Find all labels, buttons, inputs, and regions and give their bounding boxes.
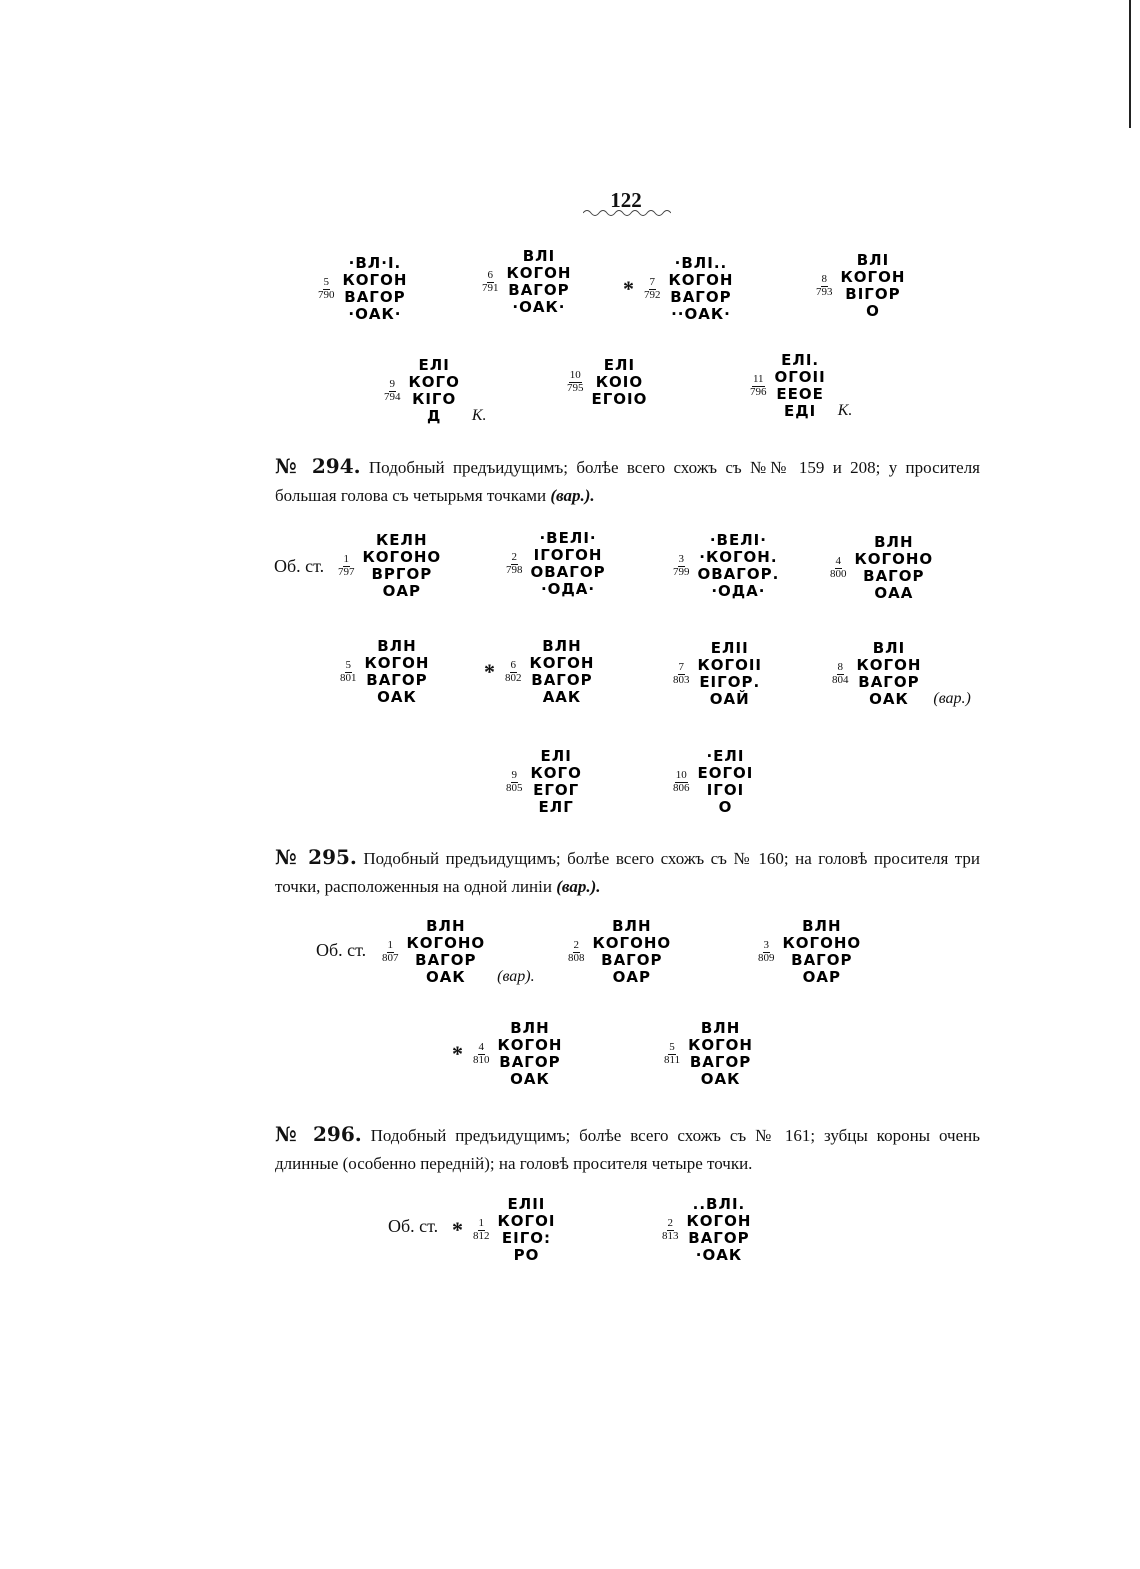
page-number-ornament [583,208,671,218]
coin-number: 10 [569,369,581,382]
coin-legend-line: ВЛН [542,637,582,655]
coin-item [664,1020,753,1088]
asterisk-mark: * [452,1217,463,1242]
coin-legend-line: ·ОДА· [711,582,766,600]
coin-number: 7 [649,275,655,288]
coin-item [506,530,606,598]
page-edge-line [1129,0,1131,128]
coin-legend-line: КОІО [595,373,644,391]
coin-legend-line: ОАР [612,968,651,986]
coin-catalog-number: 811 [664,1053,681,1066]
coin-legend-line: КОГОН [506,264,572,282]
coin-catalog-number: 808 [568,951,585,964]
coin-legend-line: ВРГОР [371,565,433,583]
coin-item [673,640,762,708]
coin-legend-line: ВАГОР [415,951,477,969]
coin-legend [507,248,572,316]
entry-text: Подобный предъидущимъ; болѣе всего схожъ съ № 160; на головѣ просителя три точки, расположенныя на одной линіи [275,849,980,896]
coin-legend [688,1020,753,1088]
coin-legend-line: ·ВЛ·І. [348,254,402,272]
coin-legend [363,532,442,600]
coin-legend-line: ·ОАК· [348,305,402,323]
coin-catalog-number: 798 [506,563,523,576]
coin-legend-line: ·ВЛІ.. [674,254,728,272]
obverse-label: Об. ст. [316,940,367,960]
coin-legend-line: О [866,302,880,320]
entry-variant: (вар.). [550,486,595,505]
coin-number: 11 [752,372,764,385]
coin-number: 2 [511,550,517,563]
coin-legend-line: ЕЛІ. [781,351,820,369]
entry-number: № 294. [275,454,361,478]
coin-annotation: (вар.) [933,690,971,707]
entry-text: Подобный предъидущимъ; болѣе всего схожъ съ №№ 159 и 208; у просителя большая голова съ четырьмя точками [275,458,980,505]
coin-number-fraction [673,662,690,686]
coin-number: 9 [389,377,395,390]
coin-legend-line: ВАГОР [858,673,920,691]
coin-catalog-number: 794 [384,390,401,403]
coin-number: 1 [478,1216,484,1229]
coin-legend-line: ВЛН [874,533,914,551]
coin-legend-line: ЕОГОІ [697,764,754,782]
coin-legend-line: КОГОНО [406,934,486,952]
coin-number-fraction [382,940,399,964]
coin-annotation: (вар). [497,968,535,985]
coin-legend-line: ОАК [700,1070,741,1088]
coin-legend-line: КОГОІ [497,1212,556,1230]
coin-legend-line: КОГОНО [592,934,672,952]
coin-legend-line: ЕДІ [784,402,817,420]
coin-number-fraction [644,277,661,301]
coin-catalog-number: 791 [482,281,499,294]
coin-number: 9 [511,768,517,781]
coin-item [452,1020,562,1088]
coin-legend [687,1196,752,1264]
coin-number-fraction [506,770,523,794]
coin-item [673,532,779,600]
coin-legend-line: ААК [542,688,582,706]
coin-catalog-number: 804 [832,673,849,686]
coin-item [318,255,407,323]
coin-legend [531,530,606,598]
coin-number-fraction [830,556,847,580]
entry-294 [275,452,980,510]
coin-legend-line: ЕЛГ [538,798,574,816]
coin-catalog-number: 810 [473,1053,490,1066]
coin-legend-line: ЕЛІІ [710,639,749,657]
coin-item [484,638,594,706]
coin-legend-line: ВЛН [377,637,417,655]
coin-number: 3 [678,552,684,565]
coin-legend [592,357,648,408]
coin-legend-line: ОГОІІ [774,368,826,386]
coin-legend-line: ВЛН [700,1019,741,1037]
coin-item [338,532,441,600]
coin-legend-line: ВЛІ [856,251,890,269]
coin-number-fraction [758,940,775,964]
coin-legend-line: ВАГОР [670,288,732,306]
coin-legend [407,918,486,986]
coin-legend [669,255,734,323]
coin-legend-line: ·КОГОН. [699,548,778,566]
coin-legend-line: ЕЛІІ [507,1195,546,1213]
coin-legend-line: КОГОН [668,271,734,289]
coin-number: 6 [510,658,516,671]
coin-item [623,255,733,323]
coin-annotation: К. [471,407,487,424]
coin-number-fraction [673,770,690,794]
obverse-label: Об. ст. [274,556,325,576]
coin-legend-line: ВЛІ [522,247,556,265]
coin-legend-line: ВЛН [612,917,652,935]
coin-catalog-number: 807 [382,951,399,964]
coin-item [832,640,971,708]
coin-legend-line: КОГОН [364,654,430,672]
coin-catalog-number: 801 [340,671,357,684]
coin-legend [775,352,826,420]
coin-item [382,918,535,986]
coin-catalog-number: 802 [505,671,522,684]
coin-legend-line: ВАГОР [366,671,428,689]
coin-number: 5 [669,1040,675,1053]
entry-295 [275,843,980,901]
coin-number: 5 [323,275,329,288]
coin-legend [531,748,582,816]
coin-item [758,918,861,986]
coin-item [816,252,905,320]
coin-legend-line: ВАГОР [689,1053,752,1071]
coin-item [506,748,582,816]
coin-number-fraction [340,660,357,684]
coin-number: 1 [387,938,393,951]
coin-number: 8 [821,272,827,285]
coin-legend-line: ЕЛІ [603,356,636,374]
coin-legend-line: КОГОН [840,268,906,286]
obverse-label: Об. ст. [388,1216,439,1236]
coin-legend-line: ОАР [382,582,421,600]
coin-legend-line: ОАК [377,688,417,706]
coin-catalog-number: 813 [662,1229,679,1242]
coin-catalog-number: 793 [816,285,833,298]
coin-item [340,638,429,706]
entry-text: Подобный предъидущимъ; болѣе всего схожъ съ № 161; зубцы короны очень длинные (особенно передній); на головѣ просителя четыре точки. [275,1126,980,1173]
coin-number-fraction [482,270,499,294]
coin-number-fraction [673,554,690,578]
entry-number: № 296. [275,1122,362,1146]
coin-legend-line: ЕЕОЕ [776,385,824,403]
coin-item [452,1196,555,1264]
coin-legend [698,748,754,816]
coin-legend-line: ОАК [869,690,909,708]
coin-legend [783,918,862,986]
coin-legend-line: ВЛН [802,917,842,935]
coin-legend-line: КОГОН [529,654,595,672]
coin-catalog-number: 799 [673,565,690,578]
coin-legend-line: ЕІГОР. [699,673,761,691]
coin-legend-line: ІГОІ [706,781,745,799]
coin-catalog-number: 790 [318,288,335,301]
coin-legend-line: ·ВЕЛІ· [539,529,597,547]
coin-legend-line: КОГОН [856,656,922,674]
coin-legend-line: КОГО [530,764,582,782]
coin-number: 4 [835,554,841,567]
coin-legend-line: ·ОАК [695,1246,743,1264]
coin-legend [857,640,922,708]
coin-legend-line: ВЛН [510,1019,550,1037]
coin-number: 6 [487,268,493,281]
coin-legend-line: ВЛІ [872,639,906,657]
coin-number-fraction [473,1042,490,1066]
coin-legend [343,255,408,323]
coin-catalog-number: 812 [473,1229,490,1242]
coin-catalog-number: 809 [758,951,775,964]
coin-legend-line: ОВАГОР [530,563,606,581]
coin-number: 10 [675,768,687,781]
page-number: 122 [610,188,642,212]
coin-number-fraction [568,940,585,964]
coin-legend-line: ОВАГОР. [697,565,780,583]
coin-legend-line: ЕГОІО [591,390,648,408]
coin-legend-line: ВАГОР [688,1229,750,1247]
coin-legend-line: ·ОАК· [512,298,566,316]
coin-number-fraction [750,374,767,398]
coin-legend-line: ВАГОР [531,671,593,689]
coin-legend-line: ..ВЛІ. [692,1195,746,1213]
coin-legend-line: ЕІГО: [501,1229,552,1247]
entry-number: № 295. [275,845,357,869]
coin-legend-line: КЕЛН [376,531,428,549]
coin-legend-line: ВАГОР [499,1053,561,1071]
coin-number: 8 [837,660,843,673]
coin-legend-line: КОГОН [686,1212,752,1230]
coin-item [568,918,671,986]
asterisk-mark: * [484,659,495,684]
coin-number: 1 [343,552,349,565]
coin-legend-line: О [718,798,733,816]
coin-legend-line: КОГОН [497,1036,563,1054]
coin-catalog-number: 806 [673,781,690,794]
coin-number: 3 [763,938,769,951]
coin-legend-line: ОАА [874,584,914,602]
coin-legend [698,532,780,600]
coin-item [673,748,753,816]
coin-annotation: К. [837,402,853,419]
coin-item [567,357,647,408]
coin-item [482,248,571,316]
coin-legend [698,640,762,708]
coin-number-fraction [662,1218,679,1242]
coin-legend [498,1196,556,1264]
coin-legend-line: Д [426,407,442,425]
coin-number: 4 [478,1040,484,1053]
coin-legend-line: ВІГОР [845,285,901,303]
coin-legend-line: ОАР [802,968,841,986]
coin-legend-line: КОГОІІ [697,656,762,674]
coin-catalog-number: 803 [673,673,690,686]
coin-legend-line: КОГОНО [362,548,442,566]
coin-number-fraction [567,370,584,394]
coin-legend [841,252,906,320]
coin-number-fraction [318,277,335,301]
coin-number: 7 [678,660,684,673]
coin-number-fraction [816,274,833,298]
asterisk-mark: * [623,276,634,301]
asterisk-mark: * [452,1041,463,1066]
coin-number-fraction [506,552,523,576]
coin-item [830,534,933,602]
coin-catalog-number: 792 [644,288,661,301]
coin-legend-line: ВАГОР [344,288,406,306]
coin-catalog-number: 800 [830,567,847,580]
coin-legend-line: КОГОН [688,1036,753,1054]
coin-number: 2 [667,1216,673,1229]
coin-legend [365,638,430,706]
coin-legend-line: КОГО [408,373,460,391]
coin-catalog-number: 805 [506,781,523,794]
coin-legend-line: ··ОАК· [671,305,731,323]
coin-legend-line: КОГОНО [854,550,934,568]
coin-catalog-number: 795 [567,382,584,394]
coin-legend-line: ВЛН [426,917,466,935]
coin-number-fraction [384,379,401,403]
coin-legend-line: КОГОНО [782,934,862,952]
coin-legend-line: ВАГОР [791,951,853,969]
coin-legend-line: ВАГОР [601,951,663,969]
coin-legend-line: ОАК [510,1070,550,1088]
coin-legend [409,357,460,425]
coin-legend-line: ОАЙ [709,690,750,708]
coin-legend-line: ЕЛІ [540,747,572,765]
coin-legend-line: ·ЕЛІ [706,747,745,765]
coin-catalog-number: 797 [338,565,355,578]
coin-item [662,1196,751,1264]
coin-number-fraction [338,554,355,578]
coin-legend [855,534,934,602]
coin-legend-line: ОАК [426,968,466,986]
coin-legend-line: КІГО [412,390,457,408]
entry-296 [275,1120,980,1178]
coin-number: 5 [345,658,351,671]
coin-legend-line: КОГОН [342,271,408,289]
coin-legend-line: РО [513,1246,540,1264]
coin-number-fraction [473,1218,490,1242]
coin-catalog-number: 796 [750,385,767,398]
coin-legend-line: ЕЛІ [418,356,450,374]
coin-legend [498,1020,563,1088]
coin-number-fraction [832,662,849,686]
coin-number: 2 [573,938,579,951]
coin-legend-line: ВАГОР [863,567,925,585]
coin-legend-line: ·ОДА· [540,580,596,598]
coin-legend-line: ІГОГОН [533,546,603,564]
coin-item [384,357,486,425]
coin-legend [530,638,595,706]
coin-legend-line: ВАГОР [508,281,570,299]
coin-legend-line: ·ВЕЛІ· [709,531,767,549]
coin-legend [593,918,672,986]
coin-number-fraction [664,1042,680,1066]
entry-variant: (вар.). [556,877,601,896]
coin-item [750,352,852,420]
coin-number-fraction [505,660,522,684]
coin-legend-line: ЕГОГ [533,781,580,799]
